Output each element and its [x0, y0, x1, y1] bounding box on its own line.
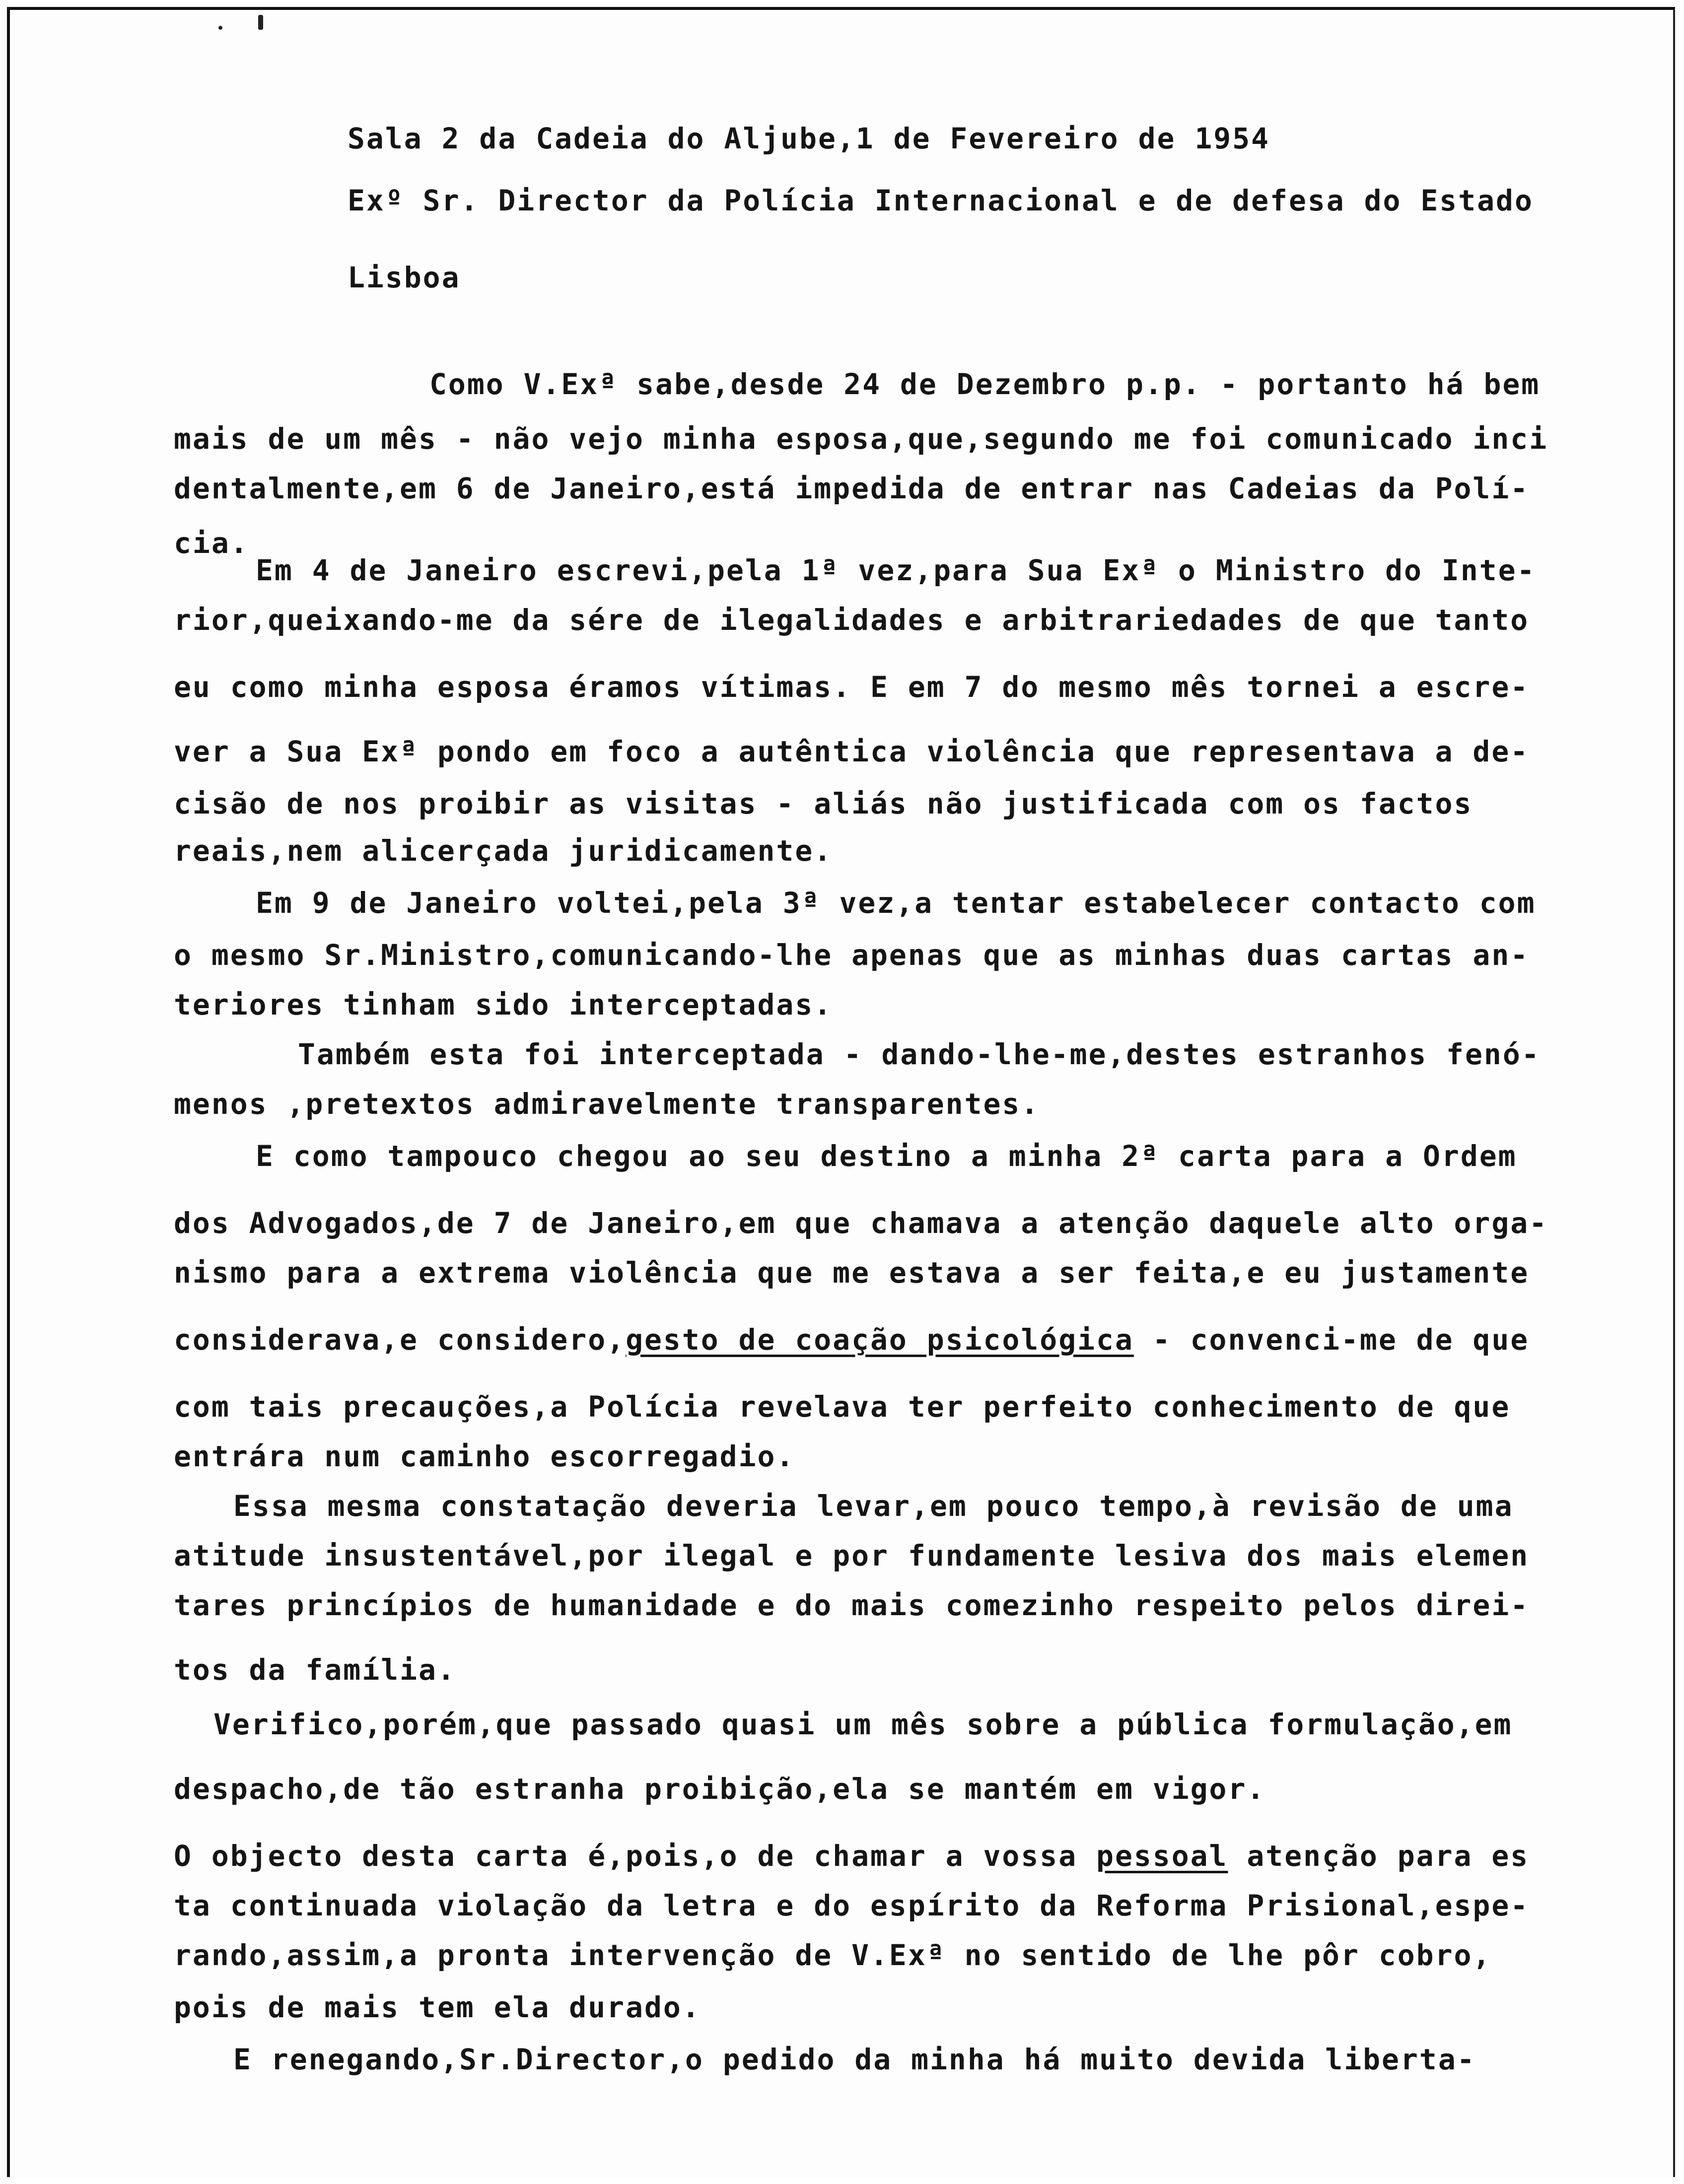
body-line: Verifico,porém,que passado quasi um mês sobre a pública formulação,em	[213, 1707, 1513, 1741]
body-line: dos Advogados,de 7 de Janeiro,em que chamava a atenção daquele alto orga-	[174, 1206, 1548, 1240]
body-line: despacho,de tão estranha proibição,ela se mantém em vigor.	[174, 1772, 1266, 1806]
body-line: rior,queixando-me da sére de ilegalidades e arbitrariedades de que tanto	[174, 603, 1530, 637]
body-text: - convenci-me de que	[1133, 1323, 1530, 1357]
body-line: atitude insustentável,por ilegal e por fundamente lesiva dos mais elemen	[174, 1539, 1530, 1572]
body-line: ta continuada violação da letra e do espírito da Reforma Prisional,espe-	[174, 1889, 1530, 1922]
body-text: considerava,e considero,	[174, 1323, 626, 1357]
body-line: eu como minha esposa éramos vítimas. E em 7 do mesmo mês tornei a escre-	[174, 670, 1530, 704]
underlined-phrase: gesto de coação psicológica	[626, 1323, 1134, 1357]
city-line: Lisboa	[348, 261, 461, 294]
body-line: Essa mesma constatação deveria levar,em pouco tempo,à revisão de uma	[233, 1489, 1514, 1523]
body-line: Em 4 de Janeiro escrevi,pela 1ª vez,para Sua Exª o Ministro do Inte-	[256, 553, 1536, 587]
body-line: E como tampouco chegou ao seu destino a minha 2ª carta para a Ordem	[256, 1139, 1517, 1173]
body-line	[174, 1323, 1530, 1357]
ink-speck	[218, 26, 222, 30]
addressee-line: Exº Sr. Director da Polícia Internacional e de defesa do Estado	[348, 184, 1534, 217]
body-line: o mesmo Sr.Ministro,comunicando-lhe apenas que as minhas duas cartas an-	[174, 938, 1530, 972]
body-line: pois de mais tem ela durado.	[174, 1990, 701, 2024]
body-text: atenção para es	[1228, 1839, 1530, 1873]
body-line: teriores tinham sido interceptadas.	[174, 988, 833, 1022]
body-line: E renegando,Sr.Director,o pedido da minha há muito devida liberta-	[233, 2043, 1476, 2076]
body-line: entrára num caminho escorregadio.	[174, 1439, 795, 1473]
body-line: nismo para a extrema violência que me estava a ser feita,e eu justamente	[174, 1256, 1530, 1290]
body-line: cia.	[174, 526, 249, 560]
body-line: cisão de nos proibir as visitas - aliás não justificada com os factos	[174, 787, 1473, 820]
body-line: rando,assim,a pronta intervenção de V.Exª no sentido de lhe pôr cobro,	[174, 1938, 1492, 1972]
body-line	[174, 1839, 1530, 1873]
body-line: reais,nem alicerçada juridicamente.	[174, 834, 833, 868]
ink-speck	[258, 15, 263, 30]
body-line: dentalmente,em 6 de Janeiro,está impedida de entrar nas Cadeias da Polí-	[174, 472, 1530, 505]
place-date-line: Sala 2 da Cadeia do Aljube,1 de Fevereiro de 1954	[348, 122, 1270, 155]
body-line: Em 9 de Janeiro voltei,pela 3ª vez,a tentar estabelecer contacto com	[256, 886, 1536, 920]
body-line: Como V.Exª sabe,desde 24 de Dezembro p.p. - portanto há bem	[429, 367, 1541, 401]
underlined-word: pessoal	[1096, 1839, 1228, 1873]
body-line: tares princípios de humanidade e do mais comezinho respeito pelos direi-	[174, 1588, 1530, 1622]
body-line: Também esta foi interceptada - dando-lhe-me,destes estranhos fenó-	[298, 1037, 1541, 1071]
body-line: menos ,pretextos admiravelmente transparentes.	[174, 1087, 1040, 1121]
body-line: tos da família.	[174, 1653, 456, 1687]
body-line: com tais precauções,a Polícia revelava ter perfeito conhecimento de que	[174, 1390, 1511, 1424]
body-line: ver a Sua Exª pondo em foco a autêntica violência que representava a de-	[174, 735, 1530, 768]
body-text: O objecto desta carta é,pois,o de chamar a vossa	[174, 1839, 1097, 1873]
body-line: mais de um mês - não vejo minha esposa,que,segundo me foi comunicado inci	[174, 422, 1548, 456]
